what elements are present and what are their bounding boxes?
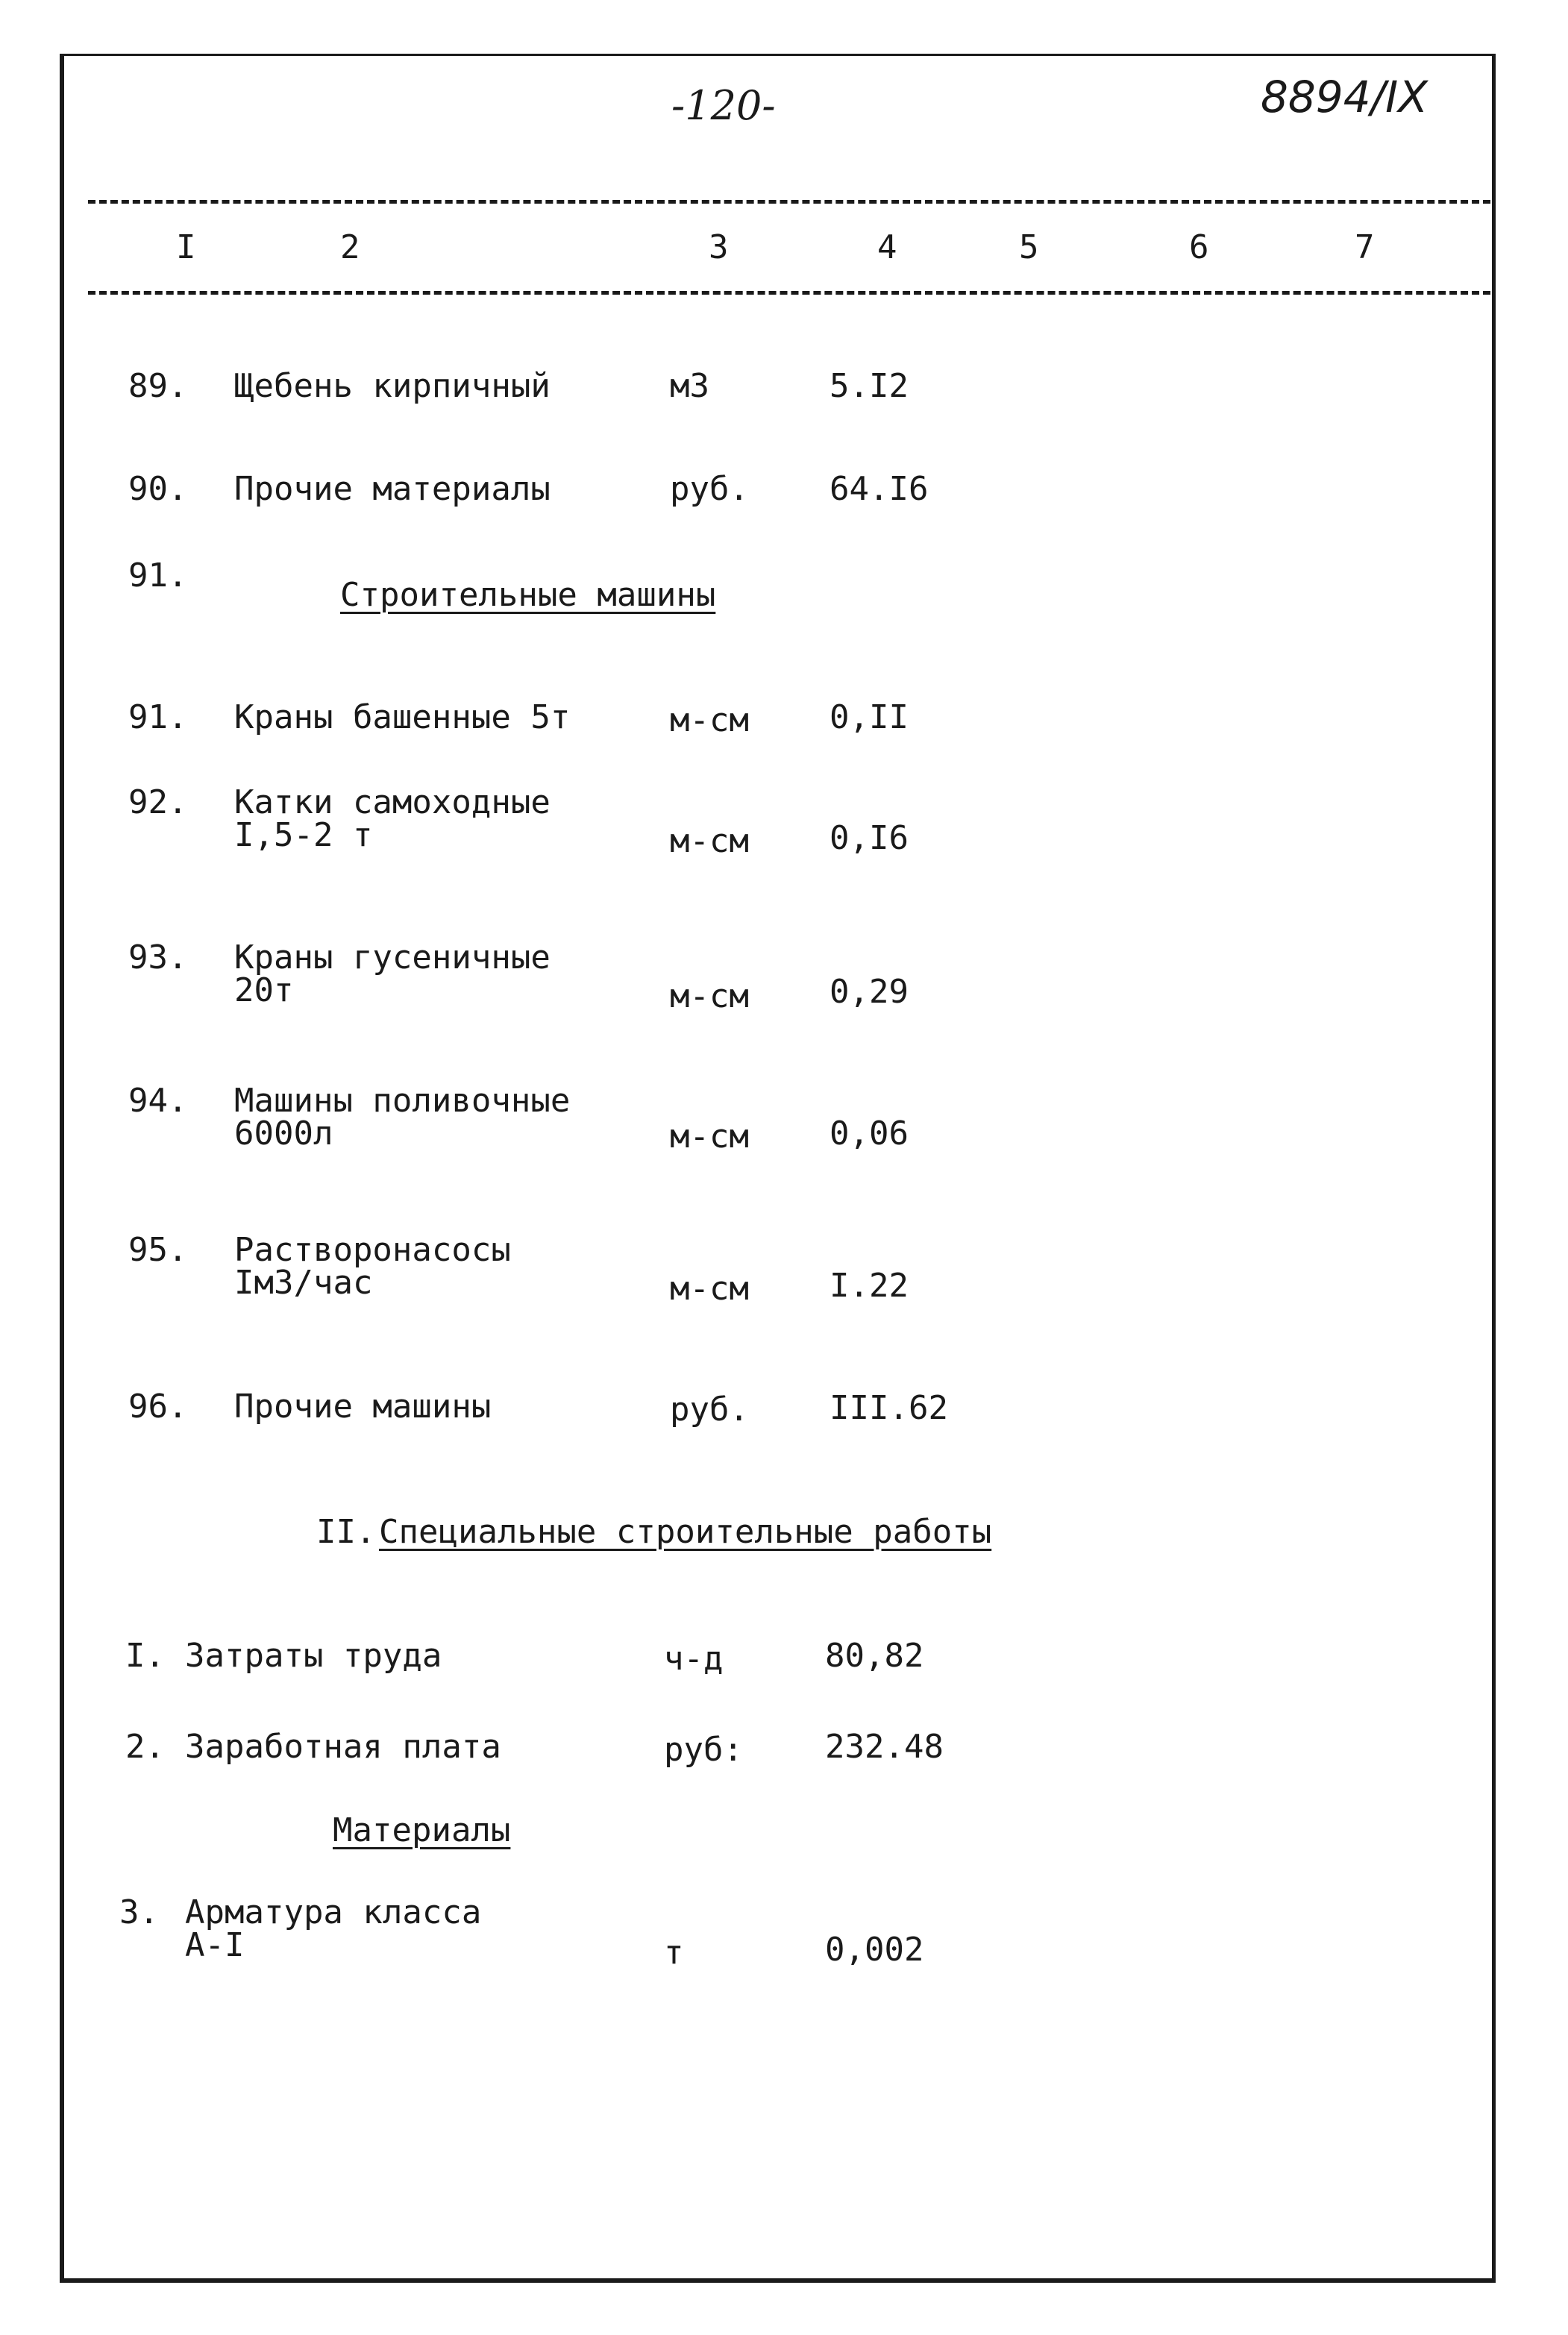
row-value: 0,002 [825,1931,924,1969]
column-header-1: I [176,228,196,266]
row-unit: м-см [670,977,749,1015]
row-value: 0,29 [830,973,909,1011]
row-unit: руб. [670,470,749,508]
row-number: 92. [128,783,188,821]
row-number: 93. [128,938,188,977]
row-number: I. [125,1637,165,1675]
column-header-4: 4 [877,228,897,266]
row-number: 91. [128,698,188,736]
document-code: 8894/IX [1261,72,1428,122]
row-number: 91. [128,557,188,595]
row-name-continuation: А-I [185,1926,245,1964]
row-name: Растворонасосы [234,1231,511,1269]
row-name-continuation: Iм3/час [234,1264,373,1302]
row-name: Катки самоходные [234,783,551,821]
row-name: Прочие машины [234,1388,492,1426]
row-value: III.62 [830,1389,948,1427]
row-name-continuation: 6000л [234,1115,333,1153]
row-name-continuation: 20т [234,971,294,1009]
header-bottom-rule [88,291,1490,295]
row-number: 95. [128,1231,188,1269]
row-name: Затраты труда [185,1637,442,1675]
row-unit: м-см [670,822,749,860]
row-number: 89. [128,367,188,405]
section-heading-special: Специальные строительные работы [379,1513,992,1551]
row-name: Заработная плата [185,1728,501,1766]
row-name: Арматура класса [185,1893,482,1931]
row-value: 0,I6 [830,819,909,857]
row-number: 3. [119,1893,159,1931]
column-header-3: 3 [709,228,729,266]
row-name: Краны башенные 5т [234,698,571,736]
section-heading-machines: Строительные машины [340,576,716,614]
row-number: 2. [125,1728,165,1766]
row-number: 90. [128,470,188,508]
row-unit: ч-д [664,1640,724,1678]
row-value: 5.I2 [830,367,909,405]
section-heading-materials: Материалы [333,1811,511,1849]
row-value: 0,06 [830,1115,909,1153]
column-header-7: 7 [1355,228,1375,266]
row-unit: т [664,1934,684,1972]
row-unit: м3 [670,367,709,405]
row-value: 0,II [830,698,909,736]
row-value: 80,82 [825,1637,924,1675]
row-value: 64.I6 [830,470,929,508]
row-unit: м-см [670,701,749,739]
column-header-5: 5 [1019,228,1039,266]
row-unit: руб: [664,1731,743,1769]
row-number: 94. [128,1082,188,1120]
row-name: Машины поливочные [234,1082,571,1120]
row-name: Прочие материалы [234,470,551,508]
section-number: II. [316,1513,376,1551]
row-name-continuation: I,5-2 т [234,816,373,854]
row-value: 232.48 [825,1728,944,1766]
row-name: Щебень кирпичный [234,367,551,405]
row-unit: м-см [670,1118,749,1156]
column-header-6: 6 [1189,228,1209,266]
row-unit: м-см [670,1270,749,1308]
header-top-rule [88,200,1490,204]
row-value: I.22 [830,1267,909,1305]
row-unit: руб. [670,1391,749,1429]
row-number: 96. [128,1388,188,1426]
row-name: Краны гусеничные [234,938,551,977]
page-number: -120- [671,82,776,129]
column-header-2: 2 [340,228,360,266]
